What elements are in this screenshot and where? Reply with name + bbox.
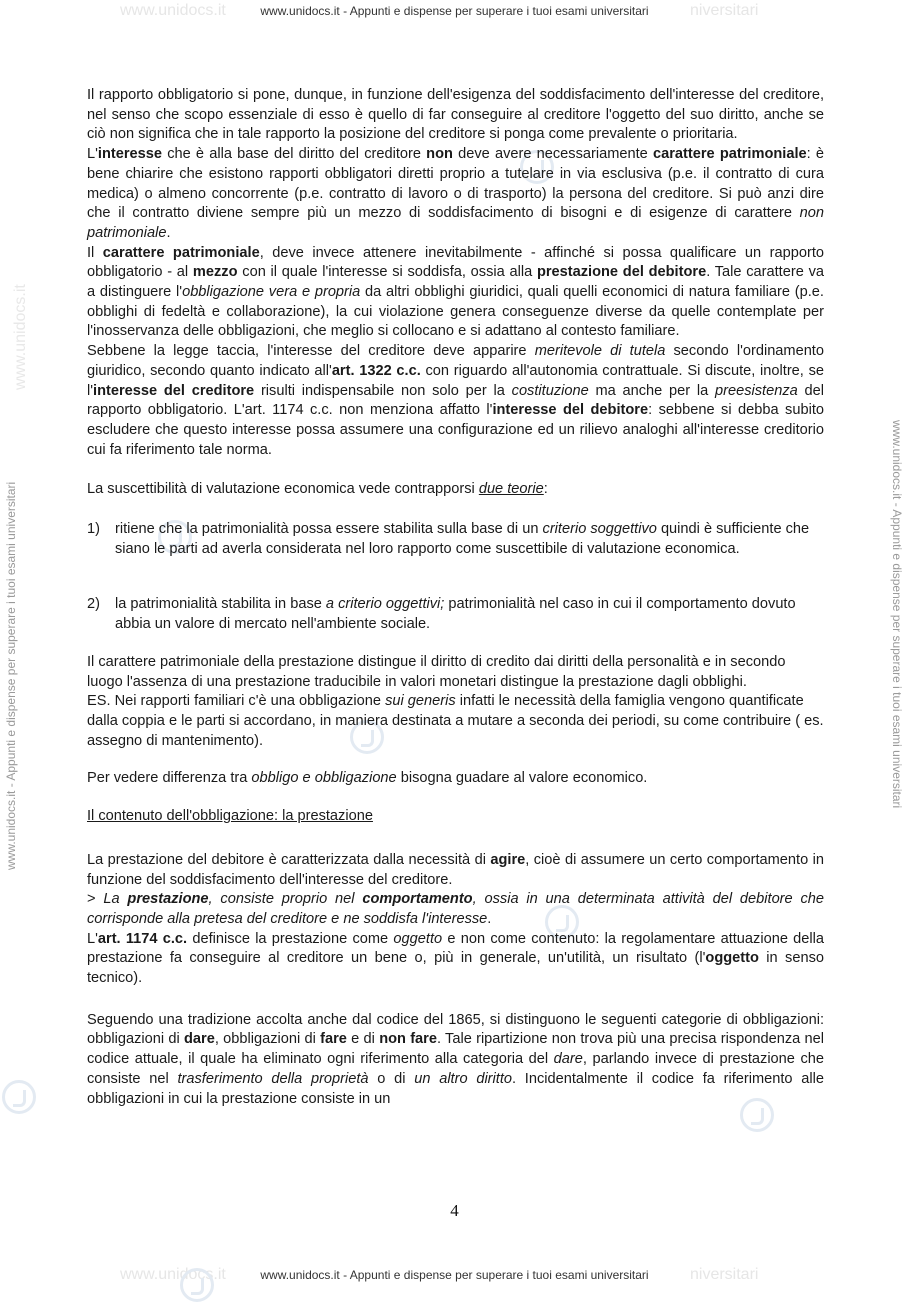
- watermark-faint-right: niversitari: [690, 2, 759, 19]
- watermark-faint-left: www.unidocs.it: [120, 2, 226, 19]
- paragraph-carattere-patrimoniale: Il carattere patrimoniale, deve invece attenere inevitabilmente - affinché si possa qualificare un rapporto obbligatorio - al mezzo con il quale l'interesse si soddisfa, ossia alla prestazione del debitore. Tale carattere va a distinguere l'obbligazione vera e propria da altri obblighi giuridici, quali quelli economici di natura familiare (p.e. obblighi di fedeltà e collaborazione), la cui violazione genera conseguenze diverse da quelle contemplate per l'inosservanza delle obbligazioni, che meglio si collocano e si adattano al contesto familiare.: [87, 244, 824, 340]
- list-item-teoria-1: 1) ritiene che la patrimonialità possa essere stabilita sulla base di un criterio soggettivo quindi è sufficiente che siano le parti ad averla considerata nel loro rapporto come suscettibile di valutazione economica.: [87, 521, 810, 557]
- watermark-side-faint: www.unidocs.it: [12, 284, 29, 390]
- paragraph-categorie: Seguendo una tradizione accolta anche dal codice del 1865, si distinguono le seguenti categorie di obbligazioni: obbligazioni di dare, obbligazioni di fare e di non fare. Tale ripartizione non trova più una precisa rispondenza nel codice attuale, il quale ha eliminato ogni riferimento alla categoria del dare, parlando invece di prestazione che consiste nel trasferimento della proprietà o di un altro diritto. Incidentalmente il codice fa riferimento alle obbligazioni in cui la prestazione consiste in un: [87, 1011, 824, 1107]
- document-body: [87, 86, 824, 1109]
- watermark-faint-left-bottom: www.unidocs.it: [120, 1266, 226, 1283]
- paragraph-esempio: ES. Nei rapporti familiari c'è una obbligazione sui generis infatti le necessità della famiglia vengono quantificate dalla coppia e le parti si accordano, in maniera destinata a mutare a seconda dei periodi, su come contribuire ( es. assegno di mantenimento).: [87, 693, 824, 749]
- paragraph-prestazione: La prestazione del debitore è caratterizzata dalla necessità di agire, cioè di assumere un certo comportamento in funzione del soddisfacimento dell'interesse del creditore.: [87, 851, 824, 888]
- watermark-side-right: www.unidocs.it - Appunti e dispense per superare i tuoi esami universitari: [890, 420, 904, 809]
- watermark-footer: www.unidocs.it - Appunti e dispense per superare i tuoi esami universitari: [260, 1268, 649, 1282]
- paragraph-distinzione: Il carattere patrimoniale della prestazione distingue il diritto di credito dai diritti della personalità e in secondo luogo l'assenza di una prestazione traducibile in valori monetari distingue la prestazione dagli obblighi.: [87, 653, 786, 690]
- unidocs-logo-icon: [180, 1268, 214, 1302]
- page-number: 4: [450, 1201, 459, 1220]
- watermark-header: www.unidocs.it - Appunti e dispense per superare i tuoi esami universitari: [260, 4, 649, 18]
- paragraph-interesse: L'interesse che è alla base del diritto del creditore non deve avere necessariamente carattere patrimoniale: è bene chiarire che esistono rapporti obbligatori diretti proprio a tutelare in via esclusiva (p.e. il contratto di cura medica) o almeno concorrente (p.e. contratto di lavoro o di trasporto) la persona del creditore. Si può anzi dire che il contratto diviene sempre più un mezzo di soddisfacimento di bisogni e di esigenze di carattere non patrimoniale.: [87, 146, 824, 241]
- list-item-teoria-2: 2) la patrimonialità stabilita in base a criterio oggettivi; patrimonialità nel caso in cui il comportamento dovuto abbia un valore di mercato nell'ambiente sociale.: [87, 596, 796, 633]
- section-heading: Il contenuto dell'obbligazione: la prestazione: [87, 808, 373, 825]
- paragraph-due-teorie: La suscettibilità di valutazione economica vede contrapporsi due teorie:: [87, 481, 548, 498]
- paragraph-definizione: > La prestazione, consiste proprio nel comportamento, ossia in una determinata attività del debitore che corrisponde alla pretesa del creditore e ne soddisfa l'interesse.: [87, 891, 825, 927]
- paragraph-meritevole: Sebbene la legge taccia, l'interesse del creditore deve apparire meritevole di tutela secondo l'ordinamento giuridico, secondo quanto indicato all'art. 1322 c.c. con riguardo all'autonomia contrattuale. Si discute, inoltre, se l'interesse del creditore risulti indispensabile non solo per la costituzione ma anche per la preesistenza del rapporto obbligatorio. L'art. 1174 c.c. non menziona affatto l'interesse del debitore: sebbene si debba subito escludere che questo interesse possa assumere una configurazione ed un rilievo analoghi all'interesse creditorio cui fa riferimento tale norma.: [87, 343, 825, 458]
- watermark-side-left: www.unidocs.it - Appunti e dispense per superare i tuoi esami universitari: [4, 481, 18, 870]
- unidocs-logo-icon: [2, 1080, 36, 1114]
- paragraph-obbligo-obbligazione: Per vedere differenza tra obbligo e obbligazione bisogna guadare al valore economico.: [87, 770, 648, 787]
- paragraph-intro: Il rapporto obbligatorio si pone, dunque, in funzione dell'esigenza del soddisfacimento dell'interesse del creditore, nel senso che scopo essenziale di esso è quello di far conseguire al creditore l'oggetto del suo diritto, anche se ciò non significa che in tale rapporto la posizione del creditore si ponga come prevalente o prioritaria.: [87, 87, 824, 143]
- watermark-faint-right-bottom: niversitari: [690, 1266, 759, 1283]
- paragraph-art-1174: L'art. 1174 c.c. definisce la prestazione come oggetto e non come contenuto: la regolamentare attuazione della prestazione fa conseguire al creditore un bene o, più in generale, un'utilità, un risultato (l'oggetto in senso tecnico).: [87, 930, 825, 987]
